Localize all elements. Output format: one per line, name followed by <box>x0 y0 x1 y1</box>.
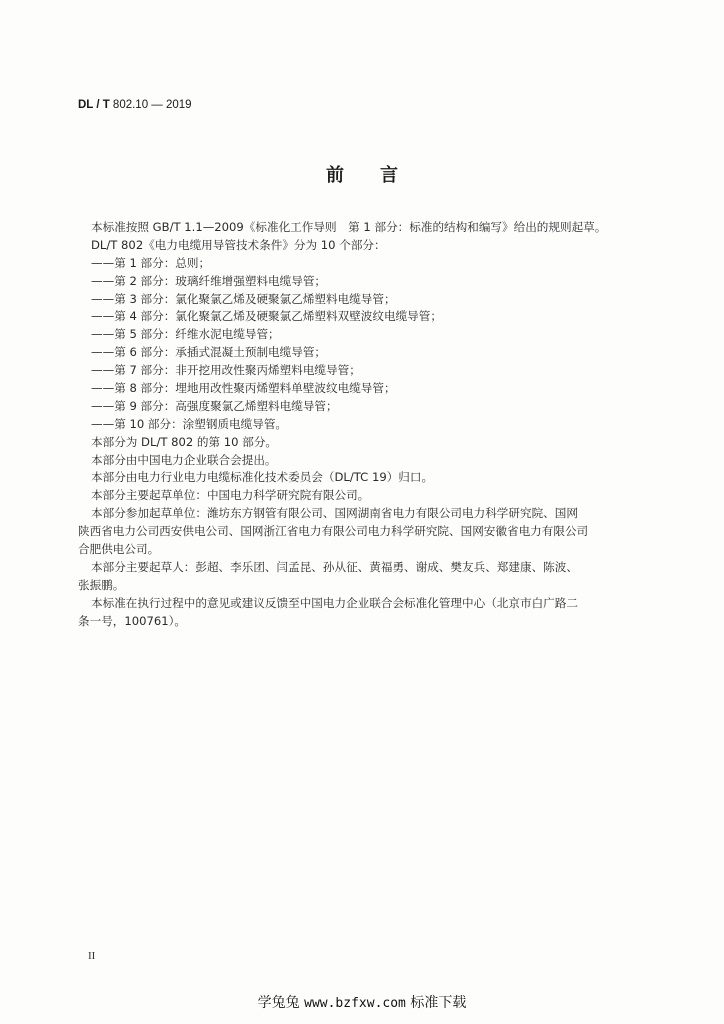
paragraph-line: 合肥供电公司。 <box>78 542 160 557</box>
paragraph-line: 本部分由中国电力企业联合会提出。 <box>91 452 277 467</box>
paragraph-line: 本部分参加起草单位：潍坊东方钢管有限公司、国网湖南省电力有限公司电力科学研究院、国网 <box>91 506 578 521</box>
document-code <box>78 99 192 111</box>
list-item: ——第 5 部分：纤维水泥电缆导管； <box>91 327 280 342</box>
paragraph-line: 本部分由电力行业电力电缆标准化技术委员会（DL/TC 19）归口。 <box>91 470 434 485</box>
document-code-number: 802.10 — 2019 <box>109 99 192 111</box>
list-item: ——第 4 部分：氯化聚氯乙烯及硬聚氯乙烯塑料双壁波纹电缆导管； <box>91 309 442 324</box>
footer-site-name: 学兔兔 <box>257 995 305 1011</box>
paragraph-line: 本部分主要起草人：彭超、李乐团、闫孟昆、孙从征、黄福勇、谢成、樊友兵、郑建康、陈波、 <box>91 559 578 574</box>
footer-suffix: 标准下载 <box>405 995 467 1011</box>
list-item: ——第 10 部分：涂塑钢质电缆导管。 <box>91 416 288 431</box>
list-item: ——第 3 部分：氯化聚氯乙烯及硬聚氯乙烯塑料电缆导管； <box>91 291 396 306</box>
paragraph-line: 陕西省电力公司西安供电公司、国网浙江省电力有限公司电力科学研究院、国网安徽省电力有限公司 <box>78 524 589 539</box>
paragraph-line: 张振鹏。 <box>78 577 125 592</box>
page-title: 前言 <box>326 165 434 186</box>
paragraph-line: 本标准在执行过程中的意见或建议反馈至中国电力企业联合会标准化管理中心（北京市白广路二 <box>91 595 578 610</box>
list-item: ——第 8 部分：埋地用改性聚丙烯塑料单壁波纹电缆导管； <box>91 381 396 396</box>
page-number: II <box>88 950 96 962</box>
paragraph-line: 条一号，100761）。 <box>78 613 187 628</box>
paragraph-line: 本部分为 DL/T 802 的第 10 部分。 <box>91 434 278 449</box>
paragraph-line: 本部分主要起草单位：中国电力科学研究院有限公司。 <box>91 488 370 503</box>
list-item: ——第 2 部分：玻璃纤维增强塑料电缆导管； <box>91 273 327 288</box>
footer-watermark <box>0 992 724 1012</box>
list-item: ——第 9 部分：高强度聚氯乙烯塑料电缆导管； <box>91 398 338 413</box>
list-item: ——第 1 部分：总则； <box>91 255 211 270</box>
foreword-body <box>78 219 651 630</box>
list-item: ——第 6 部分：承插式混凝土预制电缆导管； <box>91 345 327 360</box>
list-item: ——第 7 部分：非开挖用改性聚丙烯塑料电缆导管； <box>91 363 361 378</box>
paragraph-line: 本标准按照 GB/T 1.1—2009《标准化工作导则 第 1 部分：标准的结构和编写》给出的规则起草。 <box>91 220 607 234</box>
document-code-prefix: DL / T <box>78 99 110 111</box>
footer-url[interactable]: www.bzfxw.com <box>304 996 406 1011</box>
paragraph-line: DL/T 802《电力电缆用导管技术条件》分为 10 个部分： <box>91 237 386 252</box>
